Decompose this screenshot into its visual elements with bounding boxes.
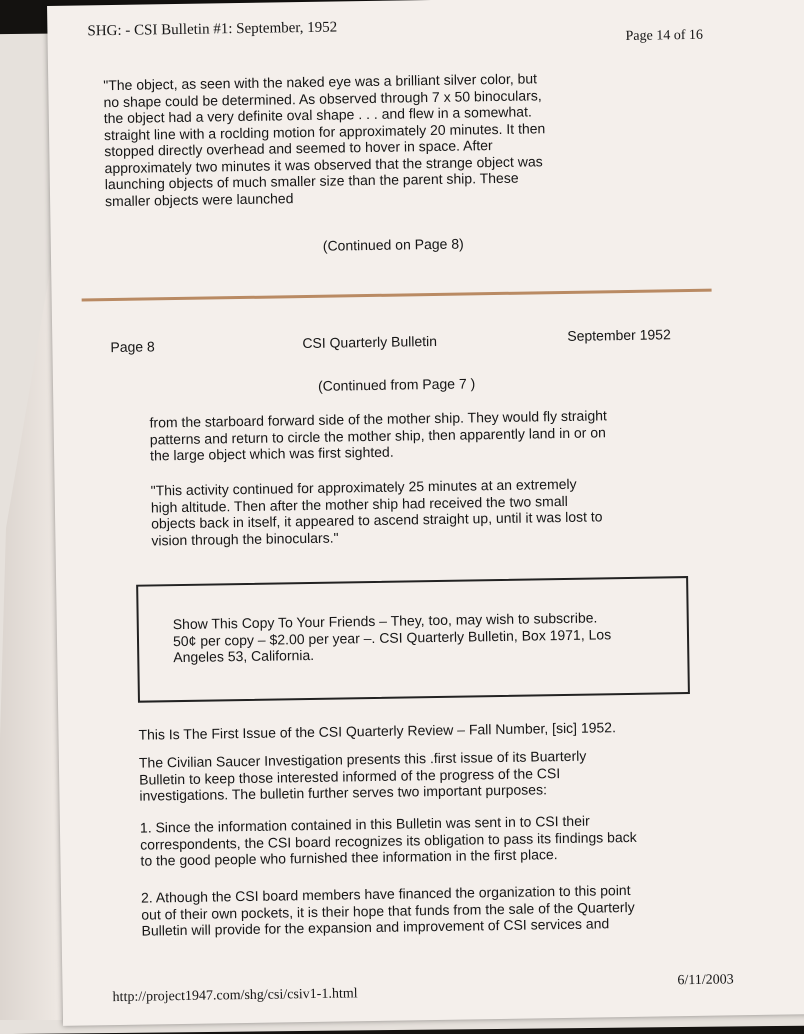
first-issue-heading: This Is The First Issue of the CSI Quarterly Review – Fall Number, [sic] 1952. <box>138 719 617 743</box>
subscription-box <box>136 576 690 703</box>
footer-date: 6/11/2003 <box>677 972 734 989</box>
document-page <box>47 0 804 1026</box>
continued-from-note: (Continued from Page 7 ) <box>317 375 476 394</box>
body-paragraph-1: from the starboard forward side of the mother ship. They would fly straight patterns and return to circle the mother ship, then apparently land in or on the large object which was first sighted. <box>149 407 607 464</box>
bulletin-page-label: Page 8 <box>110 338 155 356</box>
footer-url: http://project1947.com/shg/csi/csiv1-1.html <box>112 986 358 1006</box>
header-page-number: Page 14 of 16 <box>625 27 704 44</box>
point-1-paragraph: 1. Since the information contained in this Bulletin was sent in to CSI their correspondents, the CSI board recognizes its obligation to pass its findings back to the good people who furnished thee information in the first place. <box>139 812 637 869</box>
point-2-paragraph: 2. Athough the CSI board members have financed the organization to this point out of their own pockets, it is their hope that funds from the sale of the Quarterly Bulletin will provide for the expansion and improvement of CSI services and <box>140 881 635 939</box>
header-title: SHG: - CSI Bulletin #1: September, 1952 <box>87 19 338 40</box>
intro-paragraph: The Civilian Saucer Investigation presents this .first issue of its Buarterly Bulletin to keep those interested informed of the progress of the CSI investigations. The bulletin further serves two important purposes: <box>138 747 587 804</box>
section-divider <box>82 289 712 302</box>
body-paragraph-2: "This activity continued for approximately 25 minutes at an extremely high altitude. Then after the mother ship had received the two small objects back in itself, it appeared to ascend straight up, until it was lost to vision through the binoculars." <box>150 475 603 548</box>
subscription-text: Show This Copy To Your Friends – They, too, may wish to subscribe. 50¢ per copy – $2.00 per year –. CSI Quarterly Bulletin, Box 1971, Los Angeles 53, California. <box>172 609 612 666</box>
bulletin-date: September 1952 <box>567 326 671 344</box>
quote-paragraph: "The object, as seen with the naked eye was a brilliant silver color, but no shape could be determined. As observed through 7 x 50 binoculars, the object had a very definite oval shape . . . and flew in a somewhat. straight line with a roclding motion for approximately 20 minutes. It then stopped directly overhead and seemed to hover in space. After approximately two minutes it was observed that the strange object was launching objects of much smaller size than the parent ship. These smaller objects were launched <box>103 70 546 209</box>
continued-on-note: (Continued on Page 8) <box>322 235 464 254</box>
bulletin-title: CSI Quarterly Bulletin <box>302 332 438 352</box>
